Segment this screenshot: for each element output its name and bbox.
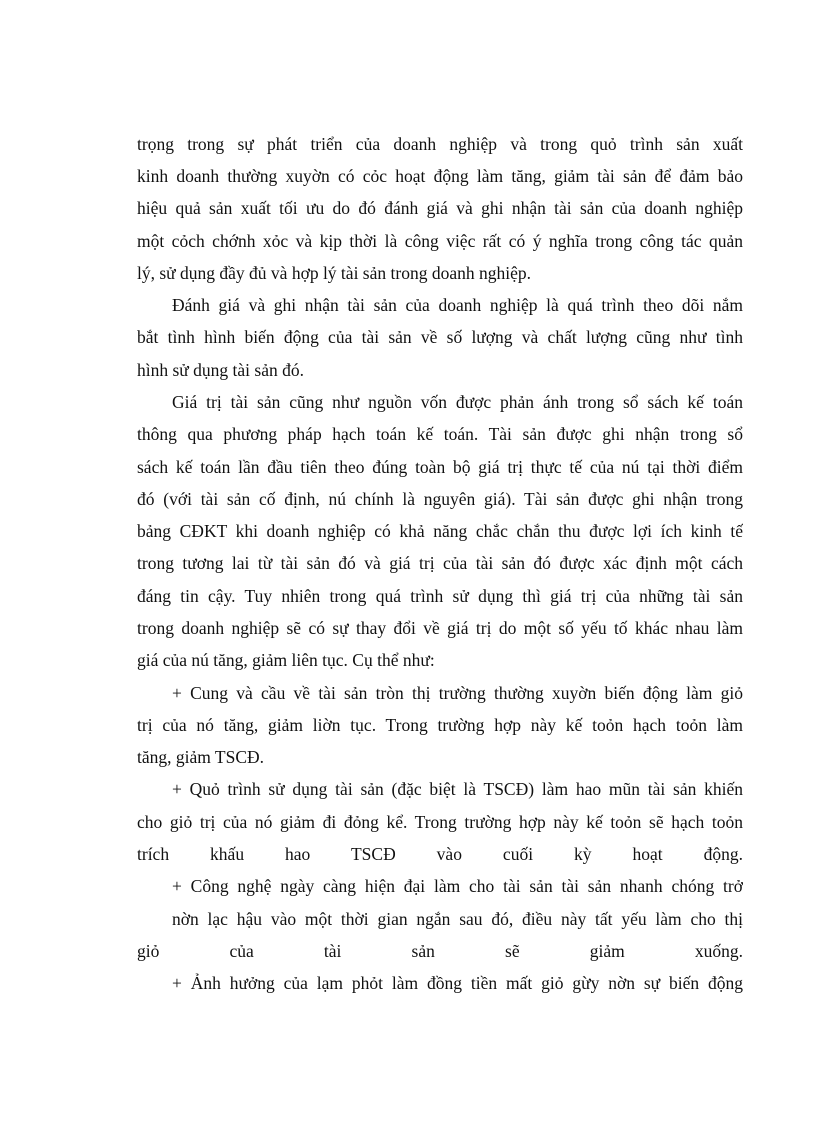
text-line: tăng, giảm TSCĐ.	[137, 747, 265, 767]
text-line: hình sử dụng tài sản đó.	[137, 360, 304, 380]
text-line: cho giỏ trị của nó giảm đi đỏng kể. Trong trường hợp này kế toỏn sẽ hạch toỏn	[137, 812, 743, 832]
text-line: sách kế toán lần đầu tiên theo đúng toàn bộ giá trị thực tế của nú tại thời điểm	[137, 457, 743, 477]
text-line: lý, sử dụng đầy đủ và hợp lý tài sản trong doanh nghiệp.	[137, 263, 531, 283]
text-line: trích khấu hao TSCĐ vào cuối kỳ hoạt động.	[137, 844, 743, 864]
bullet-line: + Quỏ trình sử dụng tài sản (đặc biệt là TSCĐ) làm hao mũn tài sản khiến	[172, 779, 743, 799]
text-line: trong doanh nghiệp sẽ có sự thay đổi về giá trị do một số yếu tố khác nhau làm	[137, 618, 743, 638]
text-line: kinh doanh thường xuyờn có cỏc hoạt động làm tăng, giảm tài sản để đảm bảo	[137, 166, 743, 186]
text-line: một cỏch chớnh xỏc và kịp thời là công việc rất có ý nghĩa trong công tác quản	[137, 231, 743, 251]
text-line: nờn lạc hậu vào một thời gian ngắn sau đó, điều này tất yếu làm cho thị	[172, 909, 743, 929]
text-line: đó (với tài sản cố định, nú chính là nguyên giá). Tài sản được ghi nhận trong	[137, 489, 743, 509]
paragraph-first-line: Giá trị tài sản cũng như nguồn vốn được phản ánh trong sổ sách kế toán	[172, 392, 743, 412]
text-line: bắt tình hình biến động của tài sản về số lượng và chất lượng cũng như tình	[137, 327, 743, 347]
paragraph-first-line: Đánh giá và ghi nhận tài sản của doanh nghiệp là quá trình theo dõi nắm	[172, 295, 743, 315]
bullet-line: + Ảnh hưởng của lạm phỏt làm đồng tiền mất giỏ gừy nờn sự biến động	[172, 973, 743, 993]
text-line: trọng trong sự phát triển của doanh nghiệp và trong quỏ trình sản xuất	[137, 134, 743, 154]
bullet-line: + Công nghệ ngày càng hiện đại làm cho tài sản tài sản nhanh chóng trở	[172, 876, 743, 896]
text-line: trị của nó tăng, giảm liờn tục. Trong trường hợp này kế toỏn hạch toỏn làm	[137, 715, 743, 735]
text-line: bảng CĐKT khi doanh nghiệp có khả năng chắc chắn thu được lợi ích kinh tế	[137, 521, 743, 541]
text-line: giỏ của tài sản sẽ giảm xuống.	[137, 941, 743, 961]
text-line: giá của nú tăng, giảm liên tục. Cụ thể như:	[137, 650, 435, 670]
text-line: trong tương lai từ tài sản đó và giá trị của tài sản đó được xác định một cách	[137, 553, 743, 573]
text-line: đáng tin cậy. Tuy nhiên trong quá trình sử dụng thì giá trị của những tài sản	[137, 586, 743, 606]
bullet-line: + Cung và cầu về tài sản tròn thị trường thường xuyờn biến động làm giỏ	[172, 683, 743, 703]
text-line: hiệu quả sản xuất tối ưu do đó đánh giá và ghi nhận tài sản của doanh nghiệp	[137, 198, 743, 218]
text-line: thông qua phương pháp hạch toán kế toán. Tài sản được ghi nhận trong sổ	[137, 424, 743, 444]
